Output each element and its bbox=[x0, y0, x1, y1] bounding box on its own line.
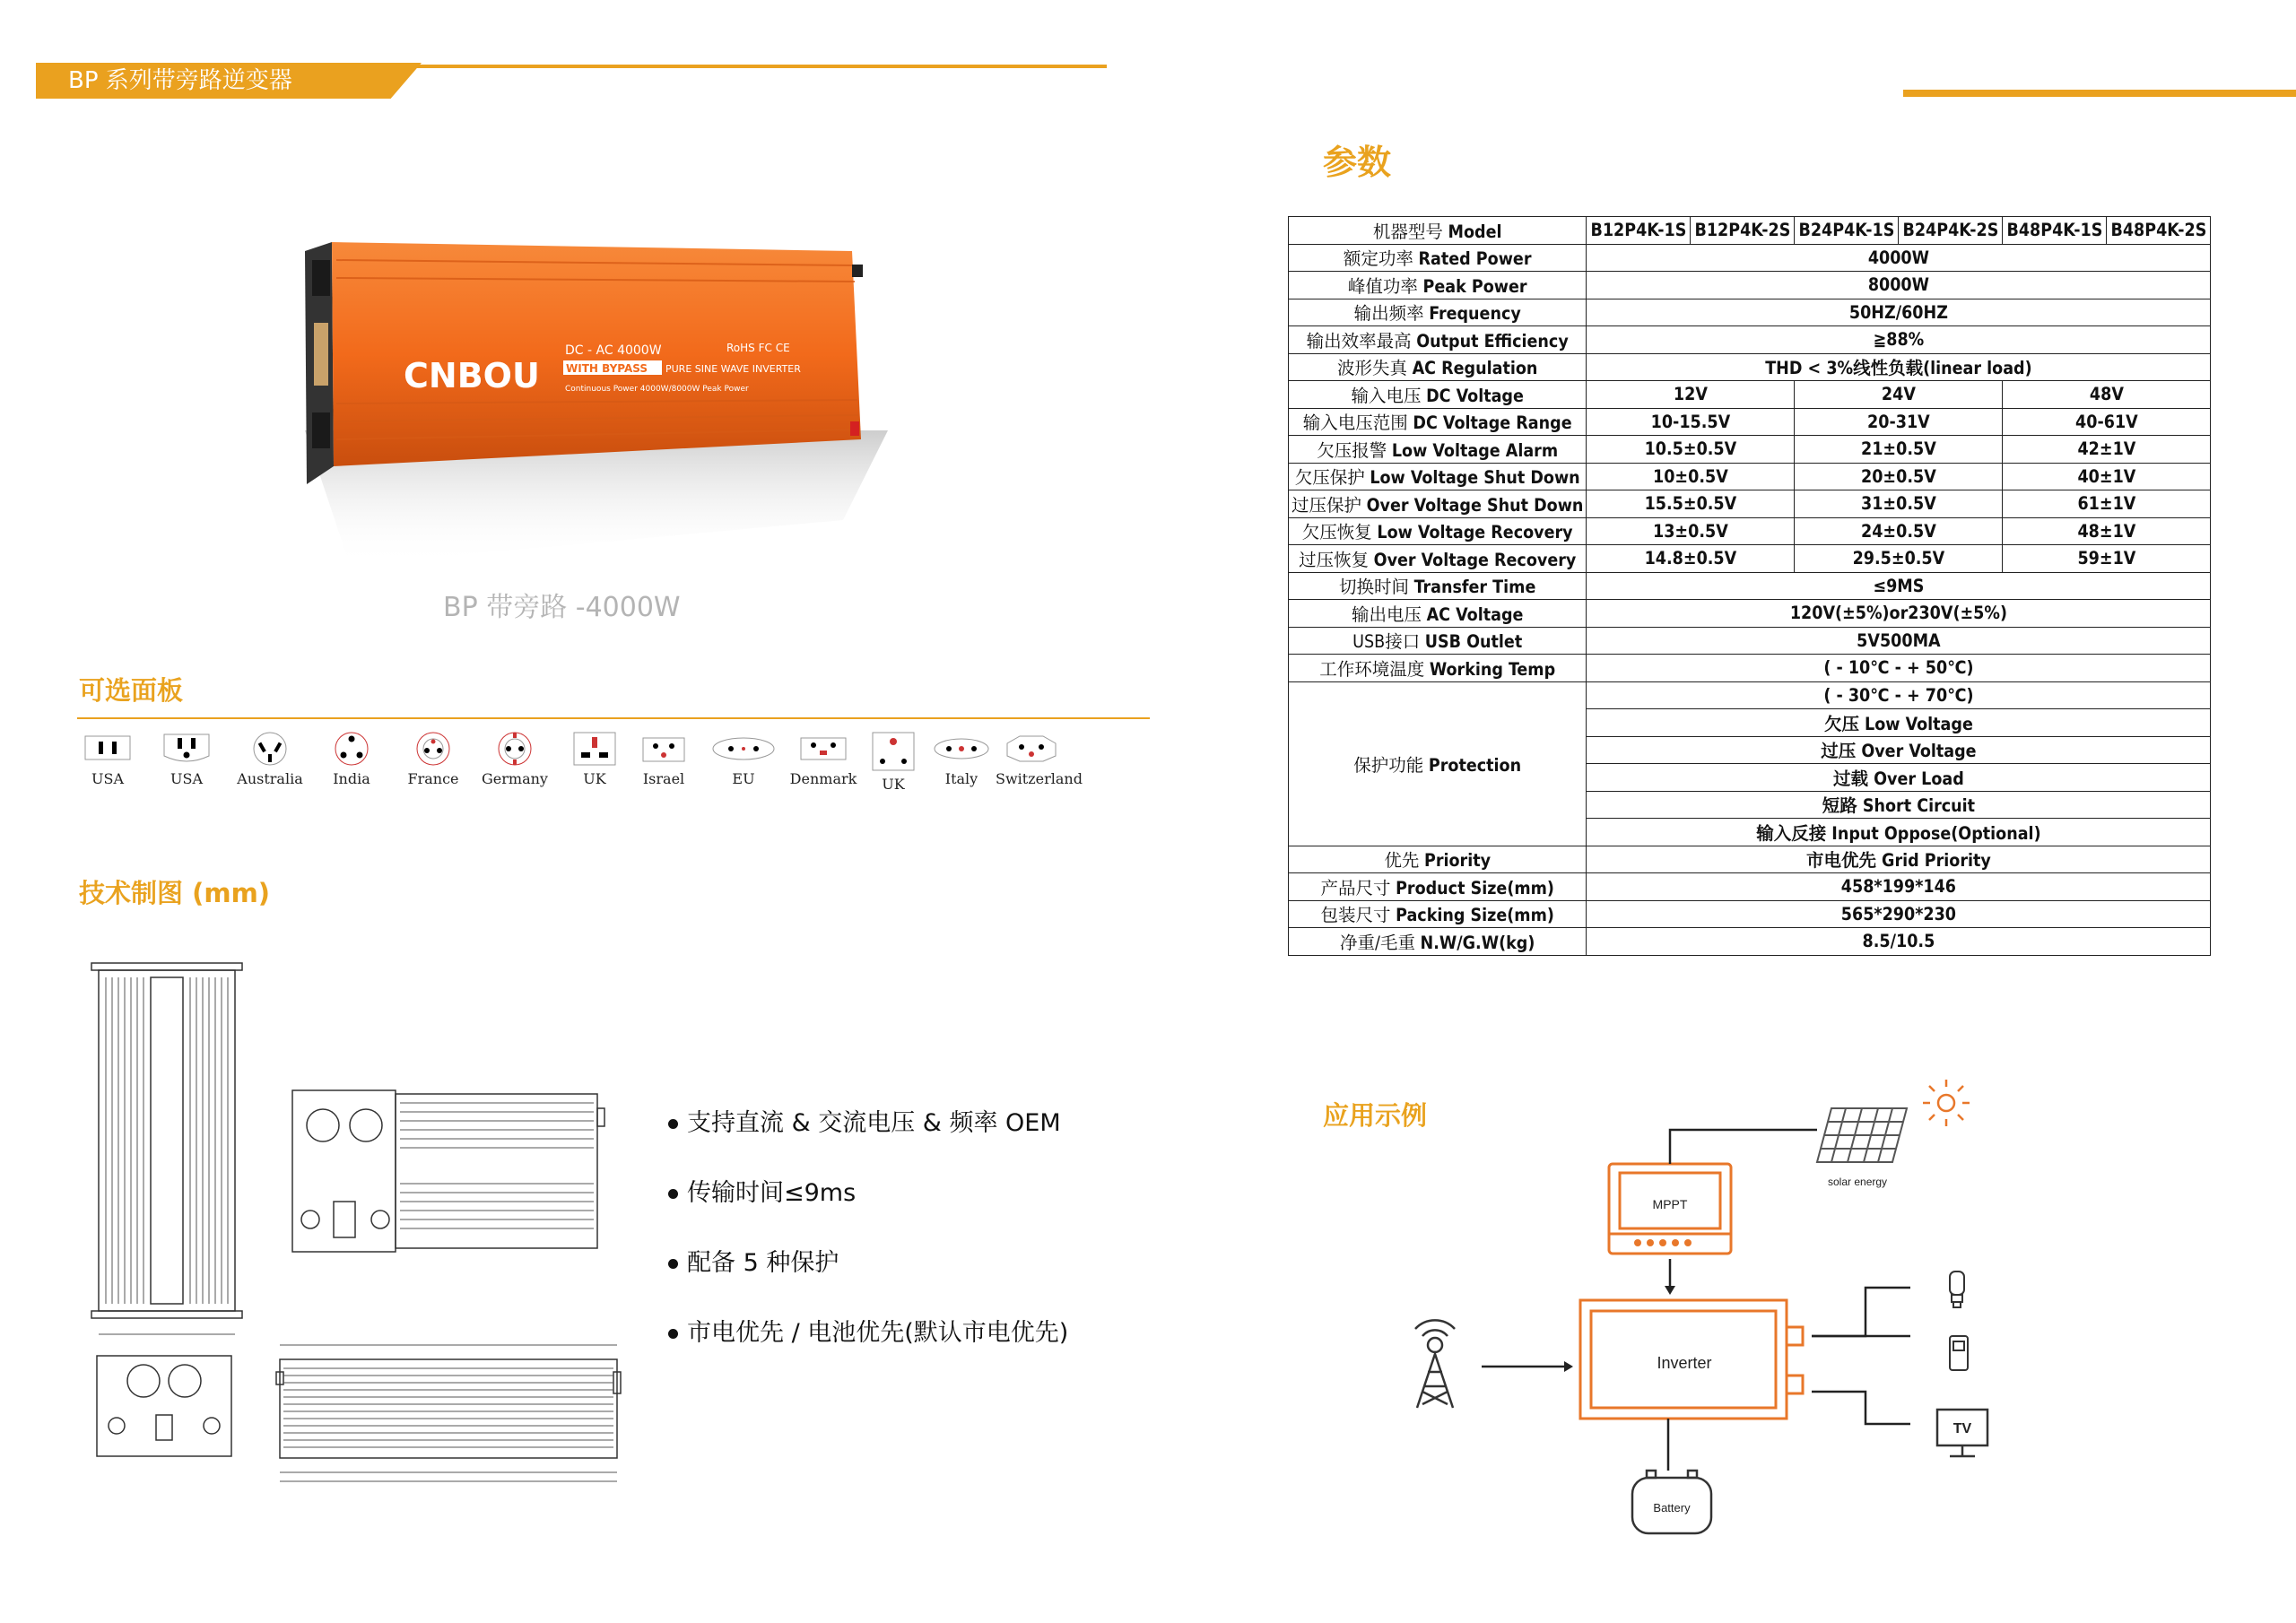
row-value: 欠压 Low Voltage bbox=[1587, 709, 2211, 737]
solar-label: solar energy bbox=[1828, 1176, 1888, 1188]
socket-israel: Israel bbox=[628, 731, 700, 787]
socket-germany: Germany bbox=[479, 731, 551, 787]
table-row bbox=[1289, 381, 2211, 409]
table-row bbox=[1289, 463, 2211, 490]
row-value: 21±0.5V bbox=[1795, 436, 2003, 464]
socket-denmark: Denmark bbox=[787, 731, 859, 787]
table-row bbox=[1289, 517, 2211, 545]
table-row bbox=[1289, 681, 2211, 709]
row-value: 50HZ/60HZ bbox=[1587, 299, 2211, 326]
row-value: 市电优先 Grid Priority bbox=[1587, 846, 2211, 873]
row-value: ( - 10℃ - + 50℃) bbox=[1587, 655, 2211, 682]
row-value: 5V500MA bbox=[1587, 627, 2211, 655]
mppt-label: MPPT bbox=[1652, 1197, 1688, 1211]
battery-label: Battery bbox=[1653, 1501, 1691, 1515]
model-label: 机器型号 Model bbox=[1289, 217, 1587, 245]
row-value: 24±0.5V bbox=[1795, 517, 2003, 545]
row-value: 8.5/10.5 bbox=[1587, 928, 2211, 956]
table-row bbox=[1289, 244, 2211, 272]
row-label: 过压保护 Over Voltage Shut Down bbox=[1289, 490, 1587, 518]
drawing-title: 技术制图 (mm) bbox=[79, 878, 271, 908]
socket-australia: Australia bbox=[234, 731, 306, 787]
row-value: 20-31V bbox=[1795, 408, 2003, 436]
application-diagram bbox=[1372, 1076, 2000, 1551]
series-title: BP 系列带旁路逆变器 bbox=[68, 67, 292, 94]
socket-uk: UK bbox=[559, 731, 631, 787]
bulb-icon bbox=[1950, 1271, 1964, 1307]
socket-uk-round: UK bbox=[857, 731, 929, 793]
row-value: 120V(±5%)or230V(±5%) bbox=[1587, 600, 2211, 628]
row-value: 31±0.5V bbox=[1795, 490, 2003, 518]
row-value: 15.5±0.5V bbox=[1587, 490, 1795, 518]
row-value: 40-61V bbox=[2003, 408, 2211, 436]
table-row bbox=[1289, 600, 2211, 628]
row-label: 保护功能 Protection bbox=[1289, 681, 1587, 846]
row-label: 输出频率 Frequency bbox=[1289, 299, 1587, 326]
table-row bbox=[1289, 299, 2211, 326]
row-value: 458*199*146 bbox=[1587, 873, 2211, 901]
row-value: THD < 3%线性负载(linear load) bbox=[1587, 353, 2211, 381]
socket-row bbox=[72, 731, 1083, 812]
row-value: 10.5±0.5V bbox=[1587, 436, 1795, 464]
table-row bbox=[1289, 408, 2211, 436]
table-row bbox=[1289, 436, 2211, 464]
product-wave: PURE SINE WAVE INVERTER bbox=[665, 363, 801, 375]
row-value: ( - 30℃ - + 70℃) bbox=[1587, 681, 2211, 709]
socket-usa-grounded: USA bbox=[151, 731, 222, 787]
socket-eu: EU bbox=[708, 731, 779, 787]
row-value: 12V bbox=[1587, 381, 1795, 409]
panels-rule bbox=[77, 717, 1150, 719]
product-power-text: Continuous Power 4000W/8000W Peak Power bbox=[565, 385, 749, 394]
sun-icon bbox=[1923, 1080, 1970, 1126]
socket-usa: USA bbox=[72, 731, 144, 787]
row-label: 输出电压 AC Voltage bbox=[1289, 600, 1587, 628]
feature-list bbox=[668, 1103, 1068, 1383]
row-label: 输入电压 DC Voltage bbox=[1289, 381, 1587, 409]
row-label: 包装尺寸 Packing Size(mm) bbox=[1289, 900, 1587, 928]
row-label: 欠压恢复 Low Voltage Recovery bbox=[1289, 517, 1587, 545]
feature-item: 市电优先 / 电池优先(默认市电优先) bbox=[668, 1313, 1068, 1340]
product-certs: RoHS FC CE bbox=[726, 342, 790, 354]
row-label: 输出效率最高 Output Efficiency bbox=[1289, 326, 1587, 354]
table-row bbox=[1289, 326, 2211, 354]
row-value: 48V bbox=[2003, 381, 2211, 409]
product-model-line: DC - AC 4000W bbox=[565, 343, 662, 358]
table-row bbox=[1289, 572, 2211, 600]
table-row bbox=[1289, 490, 2211, 518]
row-label: 峰值功率 Peak Power bbox=[1289, 272, 1587, 299]
socket-india: India bbox=[316, 731, 387, 787]
row-label: 额定功率 Rated Power bbox=[1289, 244, 1587, 272]
row-value: 过压 Over Voltage bbox=[1587, 736, 2211, 764]
row-value: 61±1V bbox=[2003, 490, 2211, 518]
row-value: 48±1V bbox=[2003, 517, 2211, 545]
params-title: 参数 bbox=[1323, 143, 1392, 182]
solar-panel-icon bbox=[1817, 1108, 1907, 1162]
row-label: 过压恢复 Over Voltage Recovery bbox=[1289, 545, 1587, 573]
socket-france: France bbox=[397, 731, 469, 787]
product-caption: BP 带旁路 -4000W bbox=[443, 592, 681, 623]
table-row bbox=[1289, 900, 2211, 928]
row-value: 10-15.5V bbox=[1587, 408, 1795, 436]
phone-icon bbox=[1950, 1336, 1968, 1370]
row-label: 工作环境温度 Working Temp bbox=[1289, 655, 1587, 682]
row-label: 优先 Priority bbox=[1289, 846, 1587, 873]
row-value: ≧88% bbox=[1587, 326, 2211, 354]
table-row bbox=[1289, 627, 2211, 655]
table-row bbox=[1289, 846, 2211, 873]
inverter-label: Inverter bbox=[1657, 1354, 1712, 1372]
row-label: 输入电压范围 DC Voltage Range bbox=[1289, 408, 1587, 436]
row-value: 20±0.5V bbox=[1795, 463, 2003, 490]
table-row: 机器型号 Model B12P4K-1S B12P4K-2S B24P4K-1S B24P4K-2S B48P4K-1S B48P4K-2S bbox=[1289, 217, 2211, 245]
table-row bbox=[1289, 272, 2211, 299]
row-value: 24V bbox=[1795, 381, 2003, 409]
feature-item: 传输时间≤9ms bbox=[668, 1173, 1068, 1200]
row-label: USB接口 USB Outlet bbox=[1289, 627, 1587, 655]
table-row bbox=[1289, 545, 2211, 573]
tv-label: TV bbox=[1952, 1421, 1972, 1436]
product-bypass: WITH BYPASS bbox=[566, 362, 648, 375]
panels-title: 可选面板 bbox=[79, 675, 184, 706]
product-image bbox=[269, 224, 933, 583]
feature-item: 配备 5 种保护 bbox=[668, 1243, 1068, 1270]
row-value: 10±0.5V bbox=[1587, 463, 1795, 490]
row-value: 59±1V bbox=[2003, 545, 2211, 573]
row-value: ≤9MS bbox=[1587, 572, 2211, 600]
row-value: 短路 Short Circuit bbox=[1587, 791, 2211, 819]
row-value: 14.8±0.5V bbox=[1587, 545, 1795, 573]
table-row bbox=[1289, 873, 2211, 901]
row-label: 切换时间 Transfer Time bbox=[1289, 572, 1587, 600]
spec-table bbox=[1288, 216, 2211, 956]
row-value: 565*290*230 bbox=[1587, 900, 2211, 928]
technical-drawing bbox=[81, 950, 655, 1488]
row-value: 过载 Over Load bbox=[1587, 764, 2211, 792]
application-title: 应用示例 bbox=[1323, 1100, 1428, 1131]
row-value: 29.5±0.5V bbox=[1795, 545, 2003, 573]
grid-tower-icon bbox=[1415, 1320, 1455, 1408]
table-row bbox=[1289, 928, 2211, 956]
row-value: 输入反接 Input Oppose(Optional) bbox=[1587, 819, 2211, 846]
row-label: 产品尺寸 Product Size(mm) bbox=[1289, 873, 1587, 901]
product-brand: CNBOU bbox=[404, 356, 540, 395]
row-value: 40±1V bbox=[2003, 463, 2211, 490]
table-row bbox=[1289, 655, 2211, 682]
row-label: 欠压报警 Low Voltage Alarm bbox=[1289, 436, 1587, 464]
row-label: 欠压保护 Low Voltage Shut Down bbox=[1289, 463, 1587, 490]
row-value: 8000W bbox=[1587, 272, 2211, 299]
header-rule-right bbox=[1903, 90, 2296, 97]
row-value: 42±1V bbox=[2003, 436, 2211, 464]
row-value: 13±0.5V bbox=[1587, 517, 1795, 545]
table-row bbox=[1289, 353, 2211, 381]
row-label: 净重/毛重 N.W/G.W(kg) bbox=[1289, 928, 1587, 956]
row-label: 波形失真 AC Regulation bbox=[1289, 353, 1587, 381]
row-value: 4000W bbox=[1587, 244, 2211, 272]
socket-switzerland: Switzerland bbox=[996, 731, 1067, 787]
socket-italy: Italy bbox=[926, 731, 997, 787]
feature-item: 支持直流 & 交流电压 & 频率 OEM bbox=[668, 1103, 1068, 1130]
